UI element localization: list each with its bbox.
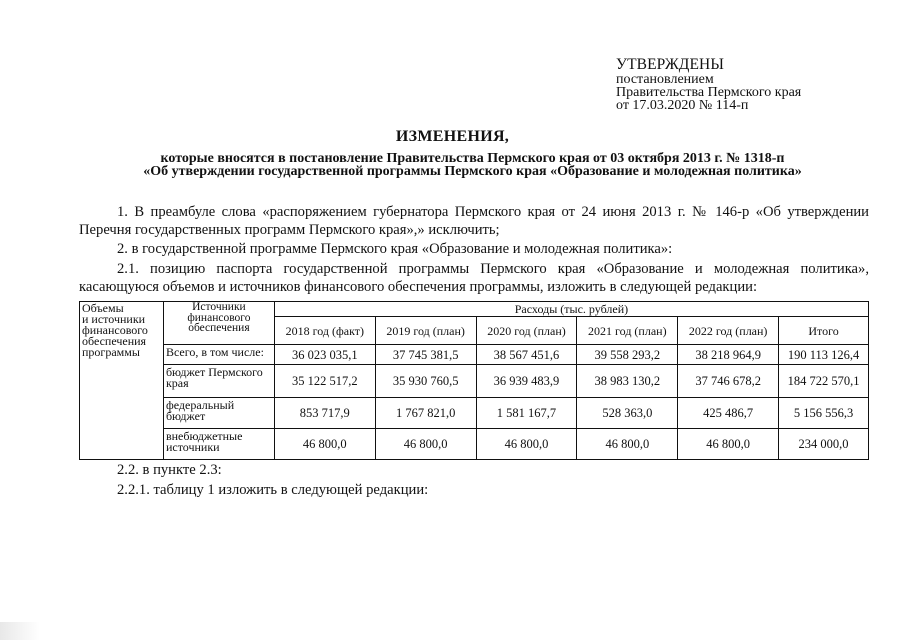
paragraph-1-line-1: 1. В преамбуле слова «распоряжением губернатора Пермского края от 24 июня 2013 г. № 146-р «Об утверждении bbox=[117, 204, 869, 220]
paragraph-2-1-line-1: 2.1. позицию паспорта государственной программы Пермского края «Образование и молодежная политика», bbox=[117, 261, 869, 277]
table-row bbox=[80, 345, 869, 365]
approval-line-1: постановлением bbox=[616, 72, 714, 87]
table-cell: 46 800,0 bbox=[274, 429, 375, 460]
table-cell: 38 567 451,6 bbox=[476, 345, 577, 365]
paragraph-2: 2. в государственной программе Пермского края «Образование и молодежная политика»: bbox=[117, 241, 673, 257]
table-cell: 184 722 570,1 bbox=[779, 365, 869, 398]
table-cell: 35 122 517,2 bbox=[274, 365, 375, 398]
document-subtitle-1: которые вносятся в постановление Правительства Пермского края от 03 октября 2013 г. № 1318-п bbox=[160, 151, 785, 166]
table-header-row-1 bbox=[80, 302, 869, 317]
table-cell: 38 983 130,2 bbox=[577, 365, 678, 398]
table-cell: 39 558 293,2 bbox=[577, 345, 678, 365]
column-header: 2019 год (план) bbox=[375, 317, 476, 345]
paragraph-2-1-line-2: касающуюся объемов и источников финансового обеспечения программы, изложить в следующей редакции: bbox=[79, 279, 758, 295]
table-cell: 36 023 035,1 bbox=[274, 345, 375, 365]
approval-block bbox=[616, 56, 876, 112]
column-header: Итого bbox=[779, 317, 869, 345]
table-cell: 234 000,0 bbox=[779, 429, 869, 460]
table-cell: 35 930 760,5 bbox=[375, 365, 476, 398]
financing-table bbox=[79, 301, 869, 460]
paragraph-2-2: 2.2. в пункте 2.3: bbox=[117, 462, 222, 478]
paragraph-1-line-2: Перечня государственных программ Пермского края»,» исключить; bbox=[79, 222, 500, 238]
table-cell: 46 800,0 bbox=[476, 429, 577, 460]
table-cell: 38 218 964,9 bbox=[678, 345, 779, 365]
table-cell: 46 800,0 bbox=[678, 429, 779, 460]
row-label: Всего, в том числе: bbox=[163, 345, 274, 365]
approval-line-2: Правительства Пермского края bbox=[616, 85, 802, 100]
table-cell: 36 939 483,9 bbox=[476, 365, 577, 398]
table-cell: 46 800,0 bbox=[577, 429, 678, 460]
sources-header: Источники финансового обеспечения bbox=[163, 302, 274, 345]
expenses-header: Расходы (тыс. рублей) bbox=[274, 302, 868, 317]
column-header: 2022 год (план) bbox=[678, 317, 779, 345]
table-cell: 46 800,0 bbox=[375, 429, 476, 460]
table-cell: 190 113 126,4 bbox=[779, 345, 869, 365]
table-row bbox=[80, 365, 869, 398]
paragraph-2-2-1: 2.2.1. таблицу 1 изложить в следующей редакции: bbox=[117, 482, 429, 498]
table-cell: 1 767 821,0 bbox=[375, 398, 476, 429]
document-title: ИЗМЕНЕНИЯ, bbox=[395, 128, 510, 145]
table-cell: 1 581 167,7 bbox=[476, 398, 577, 429]
table-lead-label: Объемы и источники финансового обеспечения программы bbox=[80, 302, 164, 460]
table-cell: 37 745 381,5 bbox=[375, 345, 476, 365]
table-cell: 853 717,9 bbox=[274, 398, 375, 429]
row-label: внебюджетные источники bbox=[163, 429, 274, 460]
table-cell: 528 363,0 bbox=[577, 398, 678, 429]
row-label: федеральный бюджет bbox=[163, 398, 274, 429]
column-header: 2021 год (план) bbox=[577, 317, 678, 345]
approval-line-3: от 17.03.2020 № 114-п bbox=[616, 98, 749, 113]
column-header: 2020 год (план) bbox=[476, 317, 577, 345]
table-cell: 37 746 678,2 bbox=[678, 365, 779, 398]
row-label: бюджет Пермского края bbox=[163, 365, 274, 398]
column-header: 2018 год (факт) bbox=[274, 317, 375, 345]
table-cell: 425 486,7 bbox=[678, 398, 779, 429]
table-cell: 5 156 556,3 bbox=[779, 398, 869, 429]
approval-title: УТВЕРЖДЕНЫ bbox=[616, 56, 724, 73]
scan-edge-shadow bbox=[0, 622, 40, 640]
table-row bbox=[80, 398, 869, 429]
table-row bbox=[80, 429, 869, 460]
document-subtitle-2: «Об утверждении государственной программы Пермского края «Образование и молодежная политика» bbox=[143, 164, 802, 179]
